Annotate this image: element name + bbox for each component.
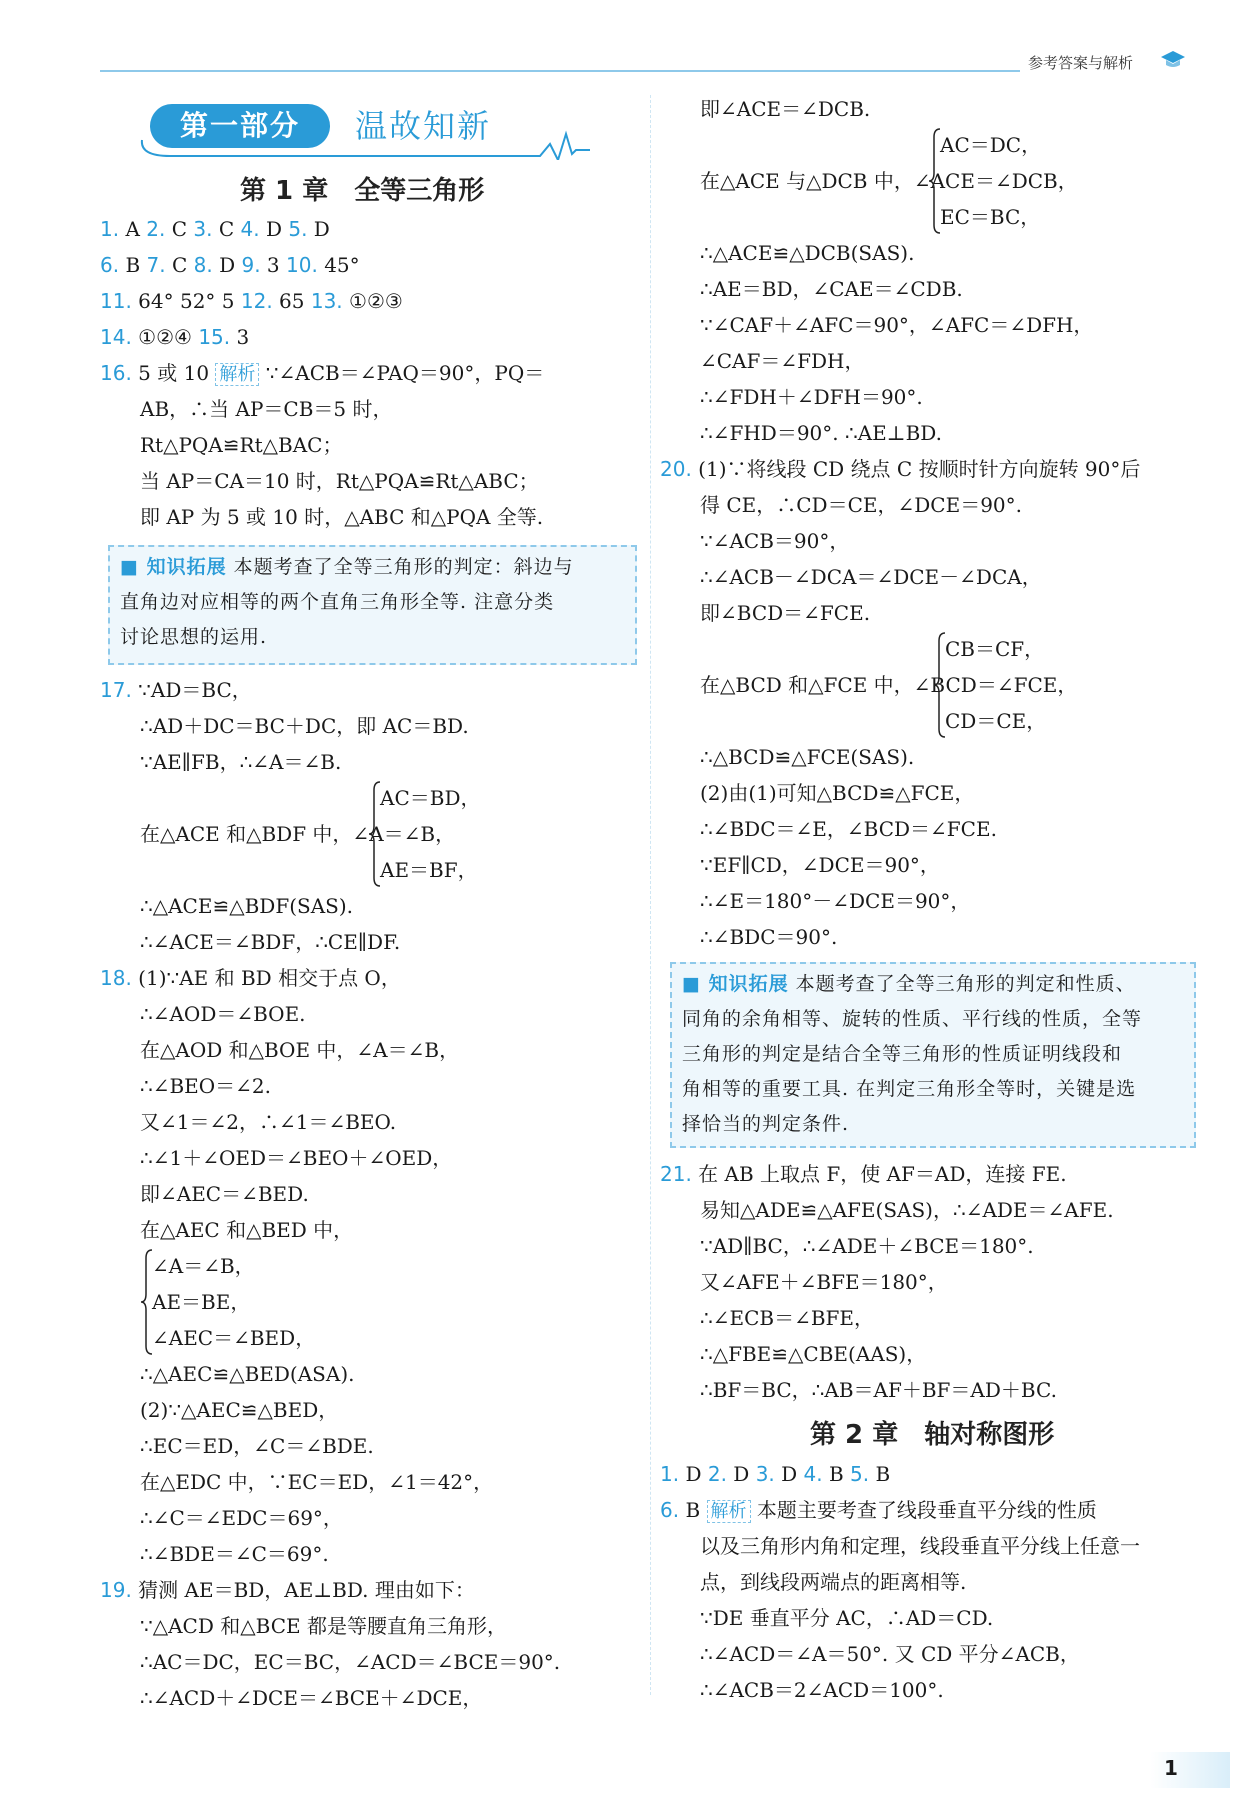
answer-line: [700, 527, 849, 555]
answer-line: [140, 748, 341, 776]
answer-line: [140, 1180, 309, 1208]
answer-line: [700, 311, 1093, 339]
question-number: 3.: [755, 1462, 775, 1486]
question-number: 8.: [193, 253, 213, 277]
analysis-tag: 解析: [215, 363, 259, 386]
question-number: 10.: [286, 253, 318, 277]
answer-line: [700, 167, 1078, 195]
answer-text: ∴△AEC≌△BED(ASA).: [140, 1362, 355, 1386]
answer-text: 直角边对应相等的两个直角三角形全等. 注意分类: [120, 591, 555, 613]
question-number: 1.: [660, 1462, 680, 1486]
answer-text: (1)∵将线段 CD 绕点 C 按顺时针方向旋转 90°后: [691, 457, 1141, 481]
answer-text: 点，到线段两端点的距离相等.: [700, 1570, 967, 1594]
question-number: 15.: [198, 325, 231, 349]
chapter-title: 第 2 章 轴对称图形: [810, 1420, 1055, 1450]
answer-text: ∵∠ACB＝90°，: [700, 529, 850, 553]
answer-text: C: [165, 253, 194, 277]
question-number: 4.: [803, 1462, 823, 1486]
answer-line: [700, 743, 914, 771]
answer-text: 又∠1＝∠2，∴∠1＝∠BEO.: [140, 1110, 397, 1134]
answer-text: ∵∠ACB＝∠PAQ＝90°，PQ＝: [259, 361, 545, 385]
answer-text: ∴EC＝ED，∠C＝∠BDE.: [140, 1434, 374, 1458]
note-line: [682, 1005, 1142, 1033]
answer-text: 3: [230, 325, 250, 349]
answer-text: D: [726, 1462, 756, 1486]
answer-line: [945, 635, 1044, 663]
question-number: 11.: [100, 289, 132, 313]
answer-text: Rt△PQA≌Rt△BAC；: [140, 433, 343, 457]
answer-line: [660, 1496, 1097, 1526]
answer-line: [700, 383, 923, 411]
question-number: 9.: [241, 253, 261, 277]
answer-text: ∠AEC＝∠BED，: [152, 1326, 316, 1350]
answer-line: [700, 1640, 1080, 1668]
answer-line: [700, 419, 942, 447]
answer-line: [940, 203, 1040, 231]
answer-line: [140, 892, 353, 920]
answer-text: 当 AP＝CA＝10 时，Rt△PQA≌Rt△ABC；: [140, 469, 539, 493]
answer-text: ∵∠CAF＋∠AFC＝90°，∠AFC＝∠DFH，: [700, 313, 1094, 337]
answer-text: ∴∠FDH＋∠DFH＝90°.: [700, 385, 923, 409]
answer-text: 猜测 AE＝BD，AE⊥BD. 理由如下：: [131, 1578, 475, 1602]
answer-text: ∴∠ACD＋∠DCE＝∠BCE＋∠DCE，: [140, 1686, 483, 1710]
answer-line: [700, 923, 837, 951]
left-brace: [928, 127, 942, 235]
question-number: 3.: [193, 217, 213, 241]
answer-line: [100, 359, 544, 389]
answer-text: ∴AE＝BD，∠CAE＝∠CDB.: [700, 277, 963, 301]
answer-line: [140, 1468, 493, 1496]
answer-text: 三角形的判定是结合全等三角形的性质证明线段和: [682, 1043, 1123, 1065]
question-number: 13.: [310, 289, 343, 313]
answer-line: [700, 95, 870, 123]
answer-text: AC＝BD，: [380, 786, 481, 810]
note-label: ■ 知识拓展: [682, 973, 789, 995]
answer-line: [100, 964, 401, 992]
question-number: 4.: [240, 217, 260, 241]
answer-text: 45°: [317, 253, 360, 277]
answer-line: [700, 1532, 1140, 1560]
section-banner: [140, 100, 590, 156]
answer-line: [940, 131, 1041, 159]
answer-line: [700, 1196, 1114, 1224]
question-number: 17.: [100, 678, 132, 702]
answer-text: A: [119, 217, 147, 241]
analysis-tag: 解析: [707, 1500, 751, 1523]
note-line: [682, 1110, 849, 1138]
question-number: 14.: [100, 325, 132, 349]
answer-text: ∴∠BDC＝∠E，∠BCD＝∠FCE.: [700, 817, 997, 841]
answer-text: B: [869, 1462, 891, 1486]
question-number: 19.: [100, 1578, 132, 1602]
part-label: 第一部分: [150, 104, 330, 148]
answer-line: [660, 455, 1140, 483]
knowledge-note-box: [670, 962, 1196, 1148]
answer-text: ∴∠AOD＝∠BOE.: [140, 1002, 306, 1026]
answer-text: ∴△ACE≌△BDF(SAS).: [140, 894, 354, 918]
answer-text: ∠A＝∠B，: [152, 1254, 255, 1278]
answer-line: [140, 1000, 306, 1028]
answer-line: [700, 1376, 1057, 1404]
answer-text: 以及三角形内角和定理，线段垂直平分线上任意一: [700, 1534, 1140, 1558]
answer-text: 在△ACE 与△DCB 中，∠ACE＝∠DCB，: [700, 169, 1078, 193]
note-line: [120, 553, 574, 581]
answer-line: [140, 820, 455, 848]
answer-text: ∴△FBE≌△CBE(AAS)，: [700, 1342, 927, 1366]
answer-text: 在△AOD 和△BOE 中，∠A＝∠B，: [140, 1038, 460, 1062]
answer-line: [700, 671, 1077, 699]
answer-line: [700, 779, 974, 807]
answer-text: ∴AD＋DC＝BC＋DC，即 AC＝BD.: [140, 714, 469, 738]
answer-text: EC＝BC，: [940, 205, 1041, 229]
answer-line: [140, 712, 469, 740]
answer-text: ∴∠BDE＝∠C＝69°.: [140, 1542, 329, 1566]
note-line: [682, 970, 1136, 998]
answer-text: B: [679, 1498, 707, 1522]
header-title: 参考答案与解析: [1028, 54, 1134, 72]
answer-line: [140, 928, 400, 956]
column-divider: [650, 95, 651, 1695]
chapter-title: 第 1 章 全等三角形: [240, 176, 485, 206]
answer-text: 即∠AEC＝∠BED.: [140, 1182, 309, 1206]
answer-text: AB，∴当 AP＝CB＝5 时，: [140, 397, 393, 421]
question-number: 6.: [660, 1498, 680, 1522]
answer-text: D: [259, 217, 289, 241]
answer-text: D: [307, 217, 330, 241]
answer-text: 择恰当的判定条件.: [682, 1113, 850, 1135]
answer-text: AE＝BF，: [380, 858, 478, 882]
answer-text: 5 或 10: [131, 361, 216, 385]
answer-line: [140, 1360, 354, 1388]
question-number: 21.: [660, 1162, 692, 1186]
answer-line: [140, 1504, 343, 1532]
question-number: 2.: [707, 1462, 727, 1486]
answer-line: [140, 1612, 507, 1640]
answer-text: 本题主要考查了线段垂直平分线的性质: [750, 1498, 1097, 1522]
answer-line: [140, 1036, 459, 1064]
answer-line: [700, 887, 970, 915]
answer-text: C: [165, 217, 194, 241]
answer-line: [140, 1072, 271, 1100]
left-brace: [368, 780, 382, 888]
note-line: [120, 588, 554, 616]
answer-line: [140, 1396, 338, 1424]
question-number: 18.: [100, 966, 132, 990]
header-rule: [100, 70, 1020, 72]
answer-line: [152, 1324, 315, 1352]
answer-text: 在△BCD 和△FCE 中，∠BCD＝∠FCE，: [700, 673, 1078, 697]
answer-line: [945, 707, 1046, 735]
answer-line: [100, 676, 252, 704]
answer-text: ∵AD∥BC，∴∠ADE＋∠BCE＝180°.: [700, 1234, 1034, 1258]
answer-line: [700, 239, 914, 267]
answer-text: ∴AC＝DC，EC＝BC，∠ACD＝∠BCE＝90°.: [140, 1650, 561, 1674]
knowledge-note-box: [108, 545, 637, 665]
answer-text: D: [679, 1462, 708, 1486]
answer-line: [700, 1340, 926, 1368]
answer-text: 64° 52° 5: [131, 289, 241, 313]
answer-text: 在△AEC 和△BED 中，: [140, 1218, 354, 1242]
left-brace: [140, 1248, 154, 1356]
answer-text: 即∠BCD＝∠FCE.: [700, 601, 871, 625]
answer-text: ∵△ACD 和△BCE 都是等腰直角三角形，: [140, 1614, 507, 1638]
answer-text: ∵AD＝BC，: [131, 678, 252, 702]
answer-line: [140, 1540, 329, 1568]
question-number: 7.: [146, 253, 166, 277]
question-number: 5.: [850, 1462, 870, 1486]
answer-line: [140, 431, 342, 459]
answer-text: 又∠AFE＋∠BFE＝180°，: [700, 1270, 948, 1294]
answer-text: (2)∵△AEC≌△BED，: [140, 1398, 339, 1422]
answer-text: ∴∠E＝180°－∠DCE＝90°，: [700, 889, 971, 913]
answer-text: ∴∠ACB＝2∠ACD＝100°.: [700, 1678, 944, 1702]
answer-text: D: [774, 1462, 804, 1486]
answer-text: (1)∵AE 和 BD 相交于点 O，: [131, 966, 401, 990]
note-label: ■ 知识拓展: [120, 556, 227, 578]
answer-text: AE＝BE，: [152, 1290, 251, 1314]
answer-line: [700, 491, 1022, 519]
answer-text: ∴∠ACE＝∠BDF，∴CE∥DF.: [140, 930, 401, 954]
note-line: [682, 1075, 1136, 1103]
answer-text: ∴∠BEO＝∠2.: [140, 1074, 272, 1098]
answer-text: 65: [272, 289, 311, 313]
answer-line: [700, 563, 1042, 591]
answer-text: (2)由(1)可知△BCD≌△FCE，: [700, 781, 975, 805]
answer-text: 在 AB 上取点 F，使 AF＝AD，连接 FE.: [691, 1162, 1067, 1186]
answer-line: [140, 1648, 560, 1676]
answer-line: [700, 347, 865, 375]
answer-line: [380, 856, 478, 884]
question-number: 20.: [660, 457, 692, 481]
question-number: 5.: [288, 217, 308, 241]
part-subtitle: 温故知新: [355, 107, 492, 145]
answer-text: 在△EDC 中，∵EC＝ED，∠1＝42°，: [140, 1470, 494, 1494]
answer-text: 在△ACE 和△BDF 中，∠A＝∠B，: [140, 822, 456, 846]
answer-text: ∴∠FHD＝90°. ∴AE⊥BD.: [700, 421, 942, 445]
graduation-cap-icon: [1160, 50, 1186, 70]
answer-line: [700, 1232, 1034, 1260]
answer-text: 3: [260, 253, 287, 277]
answer-text: 同角的余角相等、旋转的性质、平行线的性质，全等: [682, 1008, 1143, 1030]
question-number: 12.: [240, 289, 273, 313]
answer-line: [700, 275, 963, 303]
answer-text: 即 AP 为 5 或 10 时，△ABC 和△PQA 全等.: [140, 505, 544, 529]
answer-line: [100, 215, 330, 243]
answer-line: [140, 1432, 374, 1460]
answer-line: [100, 251, 360, 279]
answer-line: [660, 1160, 1067, 1188]
answer-line: [700, 1304, 874, 1332]
answer-line: [700, 599, 870, 627]
answer-text: 本题考查了全等三角形的判定：斜边与: [226, 556, 574, 578]
answer-text: ∴∠ECB＝∠BFE，: [700, 1306, 875, 1330]
answer-line: [140, 1216, 353, 1244]
answer-line: [152, 1288, 250, 1316]
note-line: [682, 1040, 1122, 1068]
answer-line: [700, 1604, 993, 1632]
answer-text: ∵AE∥FB，∴∠A＝∠B.: [140, 750, 342, 774]
answer-text: ∠CAF＝∠FDH，: [700, 349, 865, 373]
answer-line: [380, 784, 480, 812]
answer-line: [140, 1144, 452, 1172]
answer-text: 讨论思想的运用.: [120, 626, 268, 648]
note-line: [120, 623, 267, 651]
answer-text: ∴∠ACD＝∠A＝50°. 又 CD 平分∠ACB，: [700, 1642, 1080, 1666]
answer-text: D: [212, 253, 242, 277]
page-number-tab: [1150, 1752, 1230, 1788]
answer-text: CD＝CE，: [945, 709, 1047, 733]
answer-line: [140, 1684, 482, 1712]
answer-line: [700, 815, 997, 843]
answer-text: B: [822, 1462, 851, 1486]
answer-text: 即∠ACE＝∠DCB.: [700, 97, 871, 121]
answer-text: ①②④: [131, 325, 199, 349]
answer-text: ∴∠BDC＝90°.: [700, 925, 838, 949]
answer-line: [700, 1568, 966, 1596]
page-number: 1: [1164, 1756, 1178, 1780]
answer-text: 本题考查了全等三角形的判定和性质、: [788, 973, 1136, 995]
answer-text: ∵EF∥CD，∠DCE＝90°，: [700, 853, 940, 877]
answer-line: [140, 1108, 396, 1136]
answer-text: CB＝CF，: [945, 637, 1045, 661]
question-number: 16.: [100, 361, 132, 385]
answer-line: [100, 323, 249, 351]
question-number: 2.: [146, 217, 166, 241]
answer-line: [700, 1676, 944, 1704]
answer-line: [140, 503, 543, 531]
answer-line: [100, 287, 403, 315]
answer-line: [700, 851, 940, 879]
answer-text: ∴△ACE≌△DCB(SAS).: [700, 241, 915, 265]
answer-line: [100, 1576, 475, 1604]
answer-text: ∴△BCD≌△FCE(SAS).: [700, 745, 915, 769]
question-number: 1.: [100, 217, 120, 241]
left-brace: [933, 631, 947, 739]
answer-text: 得 CE，∴CD＝CE，∠DCE＝90°.: [700, 493, 1023, 517]
answer-line: [140, 467, 539, 495]
answer-text: 易知△ADE≌△AFE(SAS)，∴∠ADE＝∠AFE.: [700, 1198, 1114, 1222]
answer-text: C: [212, 217, 241, 241]
answer-text: B: [119, 253, 147, 277]
answer-line: [152, 1252, 255, 1280]
answer-text: ∴∠ACB－∠DCA＝∠DCE－∠DCA，: [700, 565, 1042, 589]
answer-text: ∵DE 垂直平分 AC，∴AD＝CD.: [700, 1606, 994, 1630]
question-number: 6.: [100, 253, 120, 277]
answer-text: ①②③: [342, 289, 403, 313]
answer-line: [700, 1268, 948, 1296]
answer-line: [140, 395, 392, 423]
answer-text: ∴∠C＝∠EDC＝69°，: [140, 1506, 343, 1530]
answer-text: ∴BF＝BC，∴AB＝AF＋BF＝AD＋BC.: [700, 1378, 1057, 1402]
answer-line: [660, 1460, 890, 1488]
answer-text: ∴∠1＋∠OED＝∠BEO＋∠OED，: [140, 1146, 453, 1170]
answer-text: AC＝DC，: [940, 133, 1042, 157]
answer-text: 角相等的重要工具. 在判定三角形全等时，关键是选: [682, 1078, 1137, 1100]
